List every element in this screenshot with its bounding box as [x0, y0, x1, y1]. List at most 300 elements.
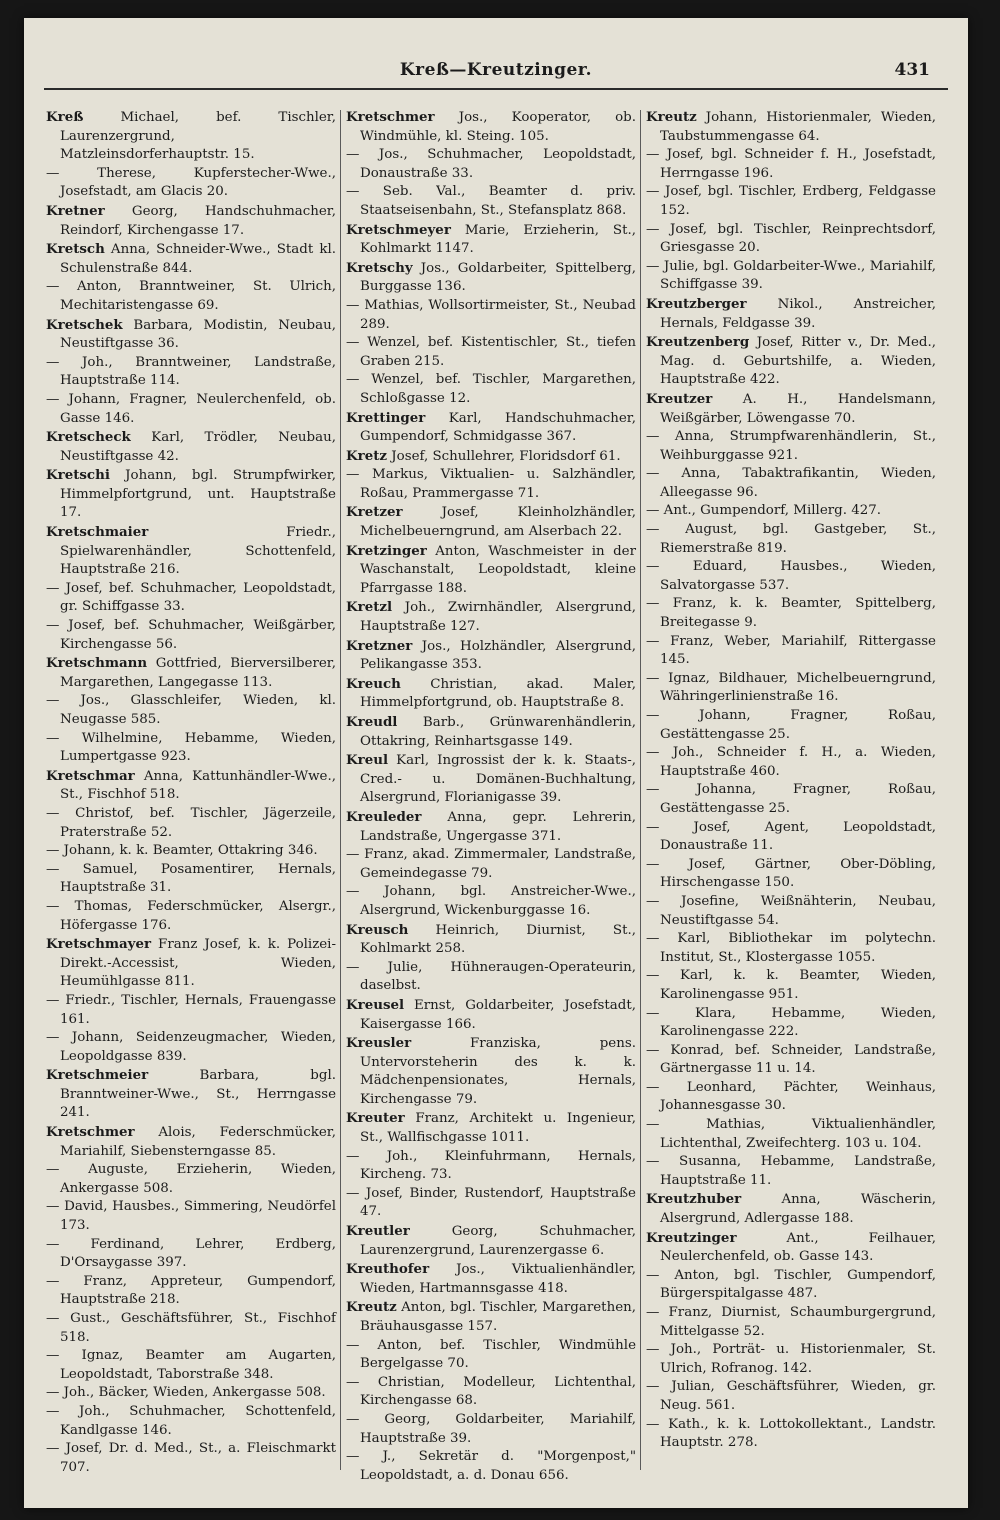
ditto-dash: — [646, 1154, 660, 1170]
entry-details: Seb. Val., Beamter d. priv. Staatseisenbahn, St., Stefansplatz 868. [359, 184, 636, 218]
entry-details: Ernst, Goldarbeiter, Josefstadt, Kaisergasse 166. [360, 997, 636, 1032]
entry-surname: Kreuleder [346, 808, 422, 825]
entry-details: August, bgl. Gastgeber, St., Riemerstraße 819. [659, 522, 936, 556]
ditto-dash: — [646, 559, 660, 575]
entry-surname: Kreutler [346, 1223, 410, 1240]
ditto-dash: — [646, 1342, 660, 1358]
ditto-dash: — [46, 391, 60, 407]
directory-entry [346, 1374, 636, 1411]
ditto-dash: — [346, 1411, 360, 1427]
entry-surname: Kreutzhuber [646, 1191, 742, 1208]
ditto-dash: — [646, 670, 660, 686]
directory-entry [646, 108, 936, 146]
directory-entry [46, 1403, 336, 1440]
directory-entry [46, 1123, 336, 1161]
entry-details: Josef, Schullehrer, Floridsdorf 61. [387, 448, 621, 464]
entry-details: J., Sekretär d. "Morgenpost," Leopoldstadt, a. d. Donau 656. [359, 1449, 636, 1483]
entry-details: Johann, bgl. Strumpfwirker, Himmelpfortgrund, unt. Hauptstraße 17. [60, 468, 336, 521]
entry-details: Christian, akad. Maler, Himmelpfortgrund, ob. Hauptstraße 8. [360, 676, 636, 711]
entry-surname: Kreusel [346, 996, 405, 1013]
entry-details: Anna, Kattunhändler-Wwe., St., Fischhof 518. [60, 768, 336, 803]
directory-entry [646, 1341, 936, 1378]
ditto-dash: — [646, 1305, 660, 1320]
entry-details: Franz Josef, k. k. Polizei-Direkt.-Accessist, Wieden, Heumühlgasse 811. [60, 937, 336, 990]
entry-details: Franz, Diurnist, Schaumburgergrund, Mittelgasse 52. [659, 1305, 936, 1339]
directory-entry [646, 146, 936, 183]
ditto-dash: — [46, 1403, 60, 1419]
directory-entry [346, 1337, 636, 1374]
entry-surname: Kreutz [346, 1299, 397, 1316]
directory-entry [346, 1148, 636, 1185]
entry-details: Josef, bef. Schuhmacher, Leopoldstadt, gr. Schiffgasse 33. [59, 580, 336, 615]
directory-entry [46, 523, 336, 580]
directory-entry [46, 202, 336, 240]
directory-entry [346, 297, 636, 334]
entry-details: Josef, Gärtner, Ober-Döbling, Hirschengasse 150. [659, 856, 936, 891]
entry-details: Anna, Tabaktrafikantin, Wieden, Alleegasse 96. [659, 466, 936, 500]
ditto-dash: — [646, 522, 660, 538]
ditto-dash: — [46, 805, 60, 821]
directory-entry [346, 221, 636, 259]
ditto-dash: — [646, 1079, 660, 1095]
ditto-dash: — [646, 968, 660, 984]
directory-entry [346, 921, 636, 959]
entry-details: Jos., Kooperator, ob. Windmühle, kl. Steing. 105. [360, 110, 636, 144]
directory-entry [646, 1229, 936, 1267]
directory-entry [346, 409, 636, 447]
entry-surname: Kreul [346, 752, 389, 769]
entry-details: Mathias, Wollsortirmeister, St., Neubad 289. [359, 297, 636, 332]
entry-details: Klara, Hebamme, Wieden, Karolinengasse 222. [659, 1005, 936, 1040]
ditto-dash: — [46, 1236, 60, 1252]
entry-details: Josef, Binder, Rustendorf, Hauptstraße 47. [359, 1185, 636, 1220]
directory-entry [346, 1298, 636, 1336]
directory-entry [46, 428, 336, 466]
entry-details: Ant., Gumpendorf, Millerg. 427. [659, 503, 882, 519]
entry-details: Alois, Federschmücker, Mariahilf, Siebensterngasse 85. [60, 1125, 336, 1159]
directory-entry [646, 521, 936, 558]
entry-details: Josef, Agent, Leopoldstadt, Donaustraße 11. [659, 819, 936, 854]
entry-details: Christian, Modelleur, Lichtenthal, Kirchengasse 68. [359, 1374, 636, 1409]
entry-details: Franz, akad. Zimmermaler, Landstraße, Gemeindegasse 79. [359, 847, 636, 881]
entry-details: Karl, Bibliothekar im polytechn. Institut, St., Klostergasse 1055. [659, 931, 936, 965]
ditto-dash: — [646, 1042, 660, 1058]
ditto-dash: — [646, 429, 660, 445]
entry-details: Julie, Hühneraugen-Operateurin, daselbst. [359, 959, 636, 994]
directory-entry [46, 767, 336, 805]
directory-entry [46, 1236, 336, 1273]
entry-details: Julie, bgl. Goldarbeiter-Wwe., Mariahilf, Schiffgasse 39. [659, 258, 936, 293]
entry-surname: Kreutzer [646, 390, 713, 407]
directory-entry [346, 883, 636, 920]
entry-details: Barb., Grünwarenhändlerin, Ottakring, Reinhartsgasse 149. [360, 715, 636, 749]
directory-entry [46, 992, 336, 1029]
ditto-dash: — [346, 467, 360, 483]
directory-entry [346, 1448, 636, 1485]
ditto-dash: — [346, 1148, 360, 1164]
entry-surname: Kretschmaier [46, 524, 149, 541]
entry-surname: Kreuter [346, 1110, 405, 1127]
directory-entry [46, 1066, 336, 1123]
ditto-dash: — [646, 819, 660, 835]
directory-entry [346, 713, 636, 751]
directory-entry [46, 165, 336, 202]
ditto-dash: — [46, 898, 60, 914]
entry-details: Johann, Historienmaler, Wieden, Taubstummengasse 64. [660, 110, 936, 144]
ditto-dash: — [646, 1005, 660, 1021]
entry-details: Karl, Handschuhmacher, Gumpendorf, Schmidgasse 367. [360, 410, 636, 445]
directory-entry [346, 846, 636, 883]
entry-details: Jos., Glasschleifer, Wieden, kl. Neugasse 585. [59, 693, 336, 727]
entry-details: Barbara, bgl. Branntweiner-Wwe., St., Herrngasse 241. [60, 1068, 336, 1121]
ditto-dash: — [46, 693, 60, 709]
entry-surname: Kreudl [346, 714, 398, 730]
directory-entry [646, 856, 936, 893]
entry-details: Wilhelmine, Hebamme, Wieden, Lumpertgasse 923. [59, 730, 336, 765]
directory-entry [46, 466, 336, 523]
directory-entry [46, 1198, 336, 1235]
directory-entry [46, 278, 336, 315]
entry-details: Nikol., Anstreicher, Hernals, Feldgasse 39. [660, 296, 936, 331]
ditto-dash: — [46, 843, 60, 859]
directory-entry [646, 258, 936, 295]
entry-surname: Kreusch [346, 921, 409, 938]
directory-entry [646, 1304, 936, 1341]
entry-details: Josef, bef. Schuhmacher, Weißgärber, Kirchengasse 56. [59, 618, 336, 652]
ditto-dash: — [646, 1267, 660, 1283]
directory-entry [346, 108, 636, 146]
directory-entry [46, 354, 336, 391]
ditto-dash: — [646, 503, 660, 519]
directory-entry [46, 580, 336, 617]
ditto-dash: — [46, 1441, 60, 1457]
directory-entry [646, 595, 936, 632]
entry-details: Anton, bgl. Tischler, Gumpendorf, Bürgerspitalgasse 487. [659, 1267, 936, 1302]
directory-entry [646, 893, 936, 930]
entry-details: Josef, bgl. Tischler, Erdberg, Feldgasse 152. [659, 184, 936, 218]
directory-entry [646, 930, 936, 967]
entry-details: Ant., Feilhauer, Neulerchenfeld, ob. Gasse 143. [660, 1230, 936, 1265]
directory-entry [346, 1260, 636, 1298]
entry-surname: Kretschmeyer [346, 221, 451, 238]
ditto-dash: — [346, 372, 360, 388]
directory-entry [46, 730, 336, 767]
entry-details: Friedr., Spielwarenhändler, Schottenfeld, Hauptstraße 216. [60, 525, 336, 578]
directory-entry [646, 428, 936, 465]
ditto-dash: — [346, 847, 360, 863]
directory-entry [646, 670, 936, 707]
page-number: 431 [894, 60, 930, 80]
entry-details: Josefine, Weißnähterin, Neubau, Neustiftgasse 54. [659, 893, 936, 928]
entry-details: Joh., Schneider f. H., a. Wieden, Hauptstraße 460. [659, 745, 936, 779]
entry-details: Michael, bef. Tischler, Laurenzergrund, Matzleinsdorferhauptstr. 15. [60, 110, 336, 163]
header-rule [44, 88, 948, 90]
ditto-dash: — [46, 279, 60, 295]
directory-entry [346, 259, 636, 297]
entry-details: Anton, bef. Tischler, Windmühle Bergelgasse 70. [359, 1337, 636, 1372]
entry-details: Julian, Geschäftsführer, Wieden, gr. Neug. 561. [659, 1379, 936, 1413]
entry-details: Anton, bgl. Tischler, Margarethen, Bräuhausgasse 157. [360, 1300, 636, 1334]
directory-entry [46, 1161, 336, 1198]
directory-entry [646, 1416, 936, 1453]
directory-entry [46, 1384, 336, 1403]
entry-surname: Kretner [46, 202, 105, 219]
entry-surname: Kretzer [346, 504, 403, 521]
ditto-dash: — [646, 221, 660, 237]
directory-entry [46, 842, 336, 861]
entry-details: Anton, Branntweiner, St. Ulrich, Mechitaristengasse 69. [59, 279, 336, 313]
entry-surname: Kretschi [46, 467, 110, 484]
directory-entry [646, 1153, 936, 1190]
column-left [46, 108, 336, 1477]
ditto-dash: — [46, 861, 60, 877]
entry-details: Wenzel, bef. Kistentischler, St., tiefen Graben 215. [359, 335, 636, 369]
directory-entry [46, 1273, 336, 1310]
ditto-dash: — [46, 354, 60, 370]
entry-details: Franz, Weber, Mariahilf, Rittergasse 145. [659, 633, 936, 668]
directory-entry [46, 935, 336, 992]
directory-entry [646, 183, 936, 220]
ditto-dash: — [646, 596, 660, 612]
directory-entry [346, 466, 636, 503]
entry-details: Friedr., Tischler, Hernals, Frauengasse 161. [59, 992, 336, 1027]
entry-details: Anna, gepr. Lehrerin, Landstraße, Ungergasse 371. [360, 809, 636, 844]
directory-entry [646, 1005, 936, 1042]
directory-entry [46, 898, 336, 935]
directory-entry [646, 1116, 936, 1153]
ditto-dash: — [346, 147, 360, 163]
entry-surname: Kretschy [346, 259, 413, 276]
ditto-dash: — [646, 466, 660, 482]
ditto-dash: — [646, 708, 660, 723]
ditto-dash: — [46, 1199, 60, 1215]
ditto-dash: — [346, 297, 360, 313]
directory-entry [646, 633, 936, 670]
directory-entry [646, 1267, 936, 1304]
entry-details: Joh., Branntweiner, Landstraße, Hauptstraße 114. [59, 354, 336, 389]
directory-entry [646, 295, 936, 333]
entry-surname: Kretz [346, 447, 388, 464]
entry-details: Heinrich, Diurnist, St., Kohlmarkt 258. [360, 922, 636, 957]
column-separator [340, 110, 341, 1470]
entry-details: Josef, bgl. Tischler, Reinprechtsdorf, Griesgasse 20. [659, 221, 936, 256]
entry-details: Auguste, Erzieherin, Wieden, Ankergasse 508. [59, 1162, 336, 1196]
directory-entry [346, 334, 636, 371]
directory-entry [646, 558, 936, 595]
entry-details: Christof, bef. Tischler, Jägerzeile, Praterstraße 52. [59, 805, 336, 840]
entry-details: Eduard, Hausbes., Wieden, Salvatorgasse 537. [659, 559, 936, 593]
entry-details: Joh., Kleinfuhrmann, Hernals, Kircheng. 73. [359, 1148, 636, 1183]
entry-surname: Kretzner [346, 637, 413, 654]
entry-details: Markus, Viktualien- u. Salzhändler, Roßau, Prammergasse 71. [359, 467, 636, 501]
ditto-dash: — [346, 335, 360, 351]
entry-details: Joh., Porträt- u. Historienmaler, St. Ulrich, Rofranog. 142. [659, 1342, 936, 1376]
entry-details: Samuel, Posamentirer, Hernals, Hauptstraße 31. [59, 861, 336, 896]
entry-details: Georg, Handschuhmacher, Reindorf, Kirchengasse 17. [60, 203, 336, 238]
entry-details: Anna, Wäscherin, Alsergrund, Adlergasse 188. [660, 1192, 936, 1227]
directory-entry [646, 221, 936, 258]
entry-surname: Kretzl [346, 599, 393, 616]
entry-details: Ferdinand, Lehrer, Erdberg, D'Orsaygasse 397. [59, 1236, 336, 1271]
directory-entry [346, 808, 636, 846]
entry-details: Wenzel, bef. Tischler, Margarethen, Schloßgasse 12. [359, 372, 636, 406]
entry-details: Johann, Fragner, Neulerchenfeld, ob. Gasse 146. [59, 391, 336, 426]
entry-details: David, Hausbes., Simmering, Neudörfel 173. [59, 1199, 336, 1234]
entry-details: Josef, Ritter v., Dr. Med., Mag. d. Geburtshilfe, a. Wieden, Hauptstraße 422. [660, 335, 936, 388]
entry-details: Jos., Schuhmacher, Leopoldstadt, Donaustraße 33. [359, 147, 636, 181]
directory-entry [46, 692, 336, 729]
entry-details: Josef, Dr. d. Med., St., a. Fleischmarkt 707. [59, 1441, 336, 1475]
entry-details: Johann, k. k. Beamter, Ottakring 346. [59, 843, 318, 859]
directory-entry [646, 707, 936, 744]
entry-details: Karl, Ingrossist der k. k. Staats-, Cred.- u. Domänen-Buchhaltung, Alsergrund, Florianigasse 39. [360, 753, 636, 806]
directory-entry [646, 1079, 936, 1116]
ditto-dash: — [346, 1337, 360, 1353]
directory-entry [646, 333, 936, 390]
entry-details: Franz, k. k. Beamter, Spittelberg, Breitegasse 9. [659, 596, 936, 631]
entry-details: Barbara, Modistin, Neubau, Neustiftgasse 36. [60, 317, 336, 352]
directory-entry [346, 371, 636, 408]
entry-details: Franz, Architekt u. Ingenieur, St., Wallfischgasse 1011. [360, 1111, 636, 1146]
entry-details: Joh., Zwirnhändler, Alsergrund, Hauptstraße 127. [360, 600, 636, 635]
ditto-dash: — [46, 1273, 60, 1289]
directory-entry [646, 1378, 936, 1415]
ditto-dash: — [646, 745, 660, 761]
entry-details: Jos., Viktualienhändler, Wieden, Hartmannsgasse 418. [360, 1262, 636, 1296]
directory-entry [46, 316, 336, 354]
directory-entry [646, 1042, 936, 1079]
directory-entry [346, 959, 636, 996]
directory-entry [346, 598, 636, 636]
directory-entry [346, 1034, 636, 1109]
entry-details: Anton, Waschmeister in der Waschanstalt, Leopoldstadt, kleine Pfarrgasse 188. [360, 543, 636, 596]
entry-details: Therese, Kupferstecher-Wwe., Josefstadt, am Glacis 20. [59, 165, 336, 200]
directory-entry [646, 781, 936, 818]
ditto-dash: — [46, 992, 60, 1008]
entry-surname: Kretzinger [346, 542, 427, 559]
entry-details: Joh., Schuhmacher, Schottenfeld, Kandlgasse 146. [59, 1403, 336, 1438]
ditto-dash: — [646, 1117, 660, 1133]
entry-details: Jos., Goldarbeiter, Spittelberg, Burggasse 136. [360, 260, 636, 295]
entry-details: Kath., k. k. Lottokollektant., Landstr. Hauptstr. 278. [659, 1416, 936, 1451]
entry-details: Ignaz, Bildhauer, Michelbeuerngrund, Währingerlinienstraße 16. [659, 670, 936, 705]
entry-details: Josef, bgl. Schneider f. H., Josefstadt, Herrngasse 196. [659, 147, 936, 181]
entry-details: Johann, Seidenzeugmacher, Wieden, Leopoldgasse 839. [59, 1030, 336, 1064]
ditto-dash: — [346, 884, 360, 900]
ditto-dash: — [646, 782, 660, 798]
entry-surname: Kretsch [46, 241, 105, 258]
entry-surname: Kretschek [46, 316, 123, 333]
entry-details: Susanna, Hebamme, Landstraße, Hauptstraße 11. [659, 1154, 936, 1188]
entry-details: Anna, Schneider-Wwe., Stadt kl. Schulenstraße 844. [60, 242, 336, 276]
directory-entry [346, 675, 636, 713]
entry-surname: Kretschmeier [46, 1067, 149, 1084]
entry-details: Josef, Kleinholzhändler, Michelbeuerngrund, am Alserbach 22. [360, 505, 636, 540]
ditto-dash: — [646, 1379, 660, 1395]
ditto-dash: — [646, 893, 660, 909]
ditto-dash: — [346, 1449, 360, 1465]
column-separator [640, 110, 641, 1470]
ditto-dash: — [346, 959, 360, 975]
directory-entry [346, 1185, 636, 1222]
entry-details: Konrad, bef. Schneider, Landstraße, Gärtnergasse 11 u. 14. [659, 1042, 936, 1077]
ditto-dash: — [646, 258, 660, 274]
directory-entry [346, 1109, 636, 1147]
directory-entry [46, 1029, 336, 1066]
entry-details: Georg, Goldarbeiter, Mariahilf, Hauptstraße 39. [359, 1411, 636, 1446]
ditto-dash: — [46, 730, 60, 746]
entry-surname: Kreß [46, 109, 84, 125]
directory-entry [646, 465, 936, 502]
column-middle [346, 108, 636, 1485]
entry-surname: Kretschmann [46, 655, 148, 672]
directory-entry [346, 751, 636, 808]
page-title: Kreß—Kreutzinger. [399, 60, 593, 80]
ditto-dash: — [346, 184, 360, 200]
entry-surname: Kretschmayer [46, 936, 152, 953]
directory-page [24, 18, 968, 1508]
ditto-dash: — [646, 1416, 660, 1432]
entry-surname: Kreuch [346, 675, 401, 692]
entry-surname: Kreuthofer [346, 1261, 430, 1278]
directory-entry [346, 146, 636, 183]
entry-details: Anna, Strumpfwarenhändlerin, St., Weihburggasse 921. [659, 429, 936, 463]
entry-details: Karl, k. k. Beamter, Wieden, Karolinengasse 951. [659, 968, 936, 1002]
directory-entry [346, 996, 636, 1034]
directory-entry [346, 637, 636, 675]
ditto-dash: — [46, 580, 60, 596]
entry-details: Franziska, pens. Untervorsteherin des k. k. Mädchenpensionates, Hernals, Kirchengasse 79. [360, 1036, 636, 1107]
ditto-dash: — [46, 165, 60, 181]
entry-details: A. H., Handelsmann, Weißgärber, Löwengasse 70. [660, 391, 936, 426]
entry-surname: Kreutzenberg [646, 334, 750, 351]
directory-entry [646, 744, 936, 781]
entry-surname: Kretschmer [46, 1124, 135, 1141]
entry-surname: Kretschmer [346, 109, 435, 125]
entry-details: Franz, Appreteur, Gumpendorf, Hauptstraße 218. [59, 1273, 336, 1308]
ditto-dash: — [346, 1185, 360, 1201]
entry-details: Thomas, Federschmücker, Alsergr., Höfergasse 176. [59, 898, 336, 933]
entry-details: Johann, Fragner, Roßau, Gestättengasse 25. [659, 708, 936, 742]
entry-surname: Kreutz [646, 109, 697, 125]
directory-entry [46, 654, 336, 692]
ditto-dash: — [46, 1162, 60, 1178]
directory-entry [46, 805, 336, 842]
ditto-dash: — [46, 1348, 60, 1364]
entry-details: Ignaz, Beamter am Augarten, Leopoldstadt, Taborstraße 348. [59, 1348, 336, 1382]
ditto-dash: — [646, 633, 660, 649]
ditto-dash: — [646, 147, 660, 163]
directory-entry [346, 542, 636, 599]
directory-entry [646, 502, 936, 521]
entry-details: Leonhard, Pächter, Weinhaus, Johannesgasse 30. [659, 1079, 936, 1114]
entry-details: Johann, bgl. Anstreicher-Wwe., Alsergrund, Wickenburggasse 16. [359, 884, 636, 918]
entry-details: Gottfried, Bierversilberer, Margarethen, Langegasse 113. [60, 656, 336, 690]
directory-entry [46, 617, 336, 654]
column-right [646, 108, 936, 1453]
ditto-dash: — [646, 856, 660, 872]
directory-entry [46, 1310, 336, 1347]
ditto-dash: — [46, 1030, 60, 1046]
page-header [24, 60, 968, 84]
ditto-dash: — [346, 1374, 360, 1390]
entry-details: Joh., Bäcker, Wieden, Ankergasse 508. [59, 1385, 326, 1401]
directory-entry [46, 240, 336, 278]
directory-entry [646, 967, 936, 1004]
directory-entry [46, 108, 336, 165]
directory-entry [346, 1411, 636, 1448]
directory-entry [346, 1222, 636, 1260]
